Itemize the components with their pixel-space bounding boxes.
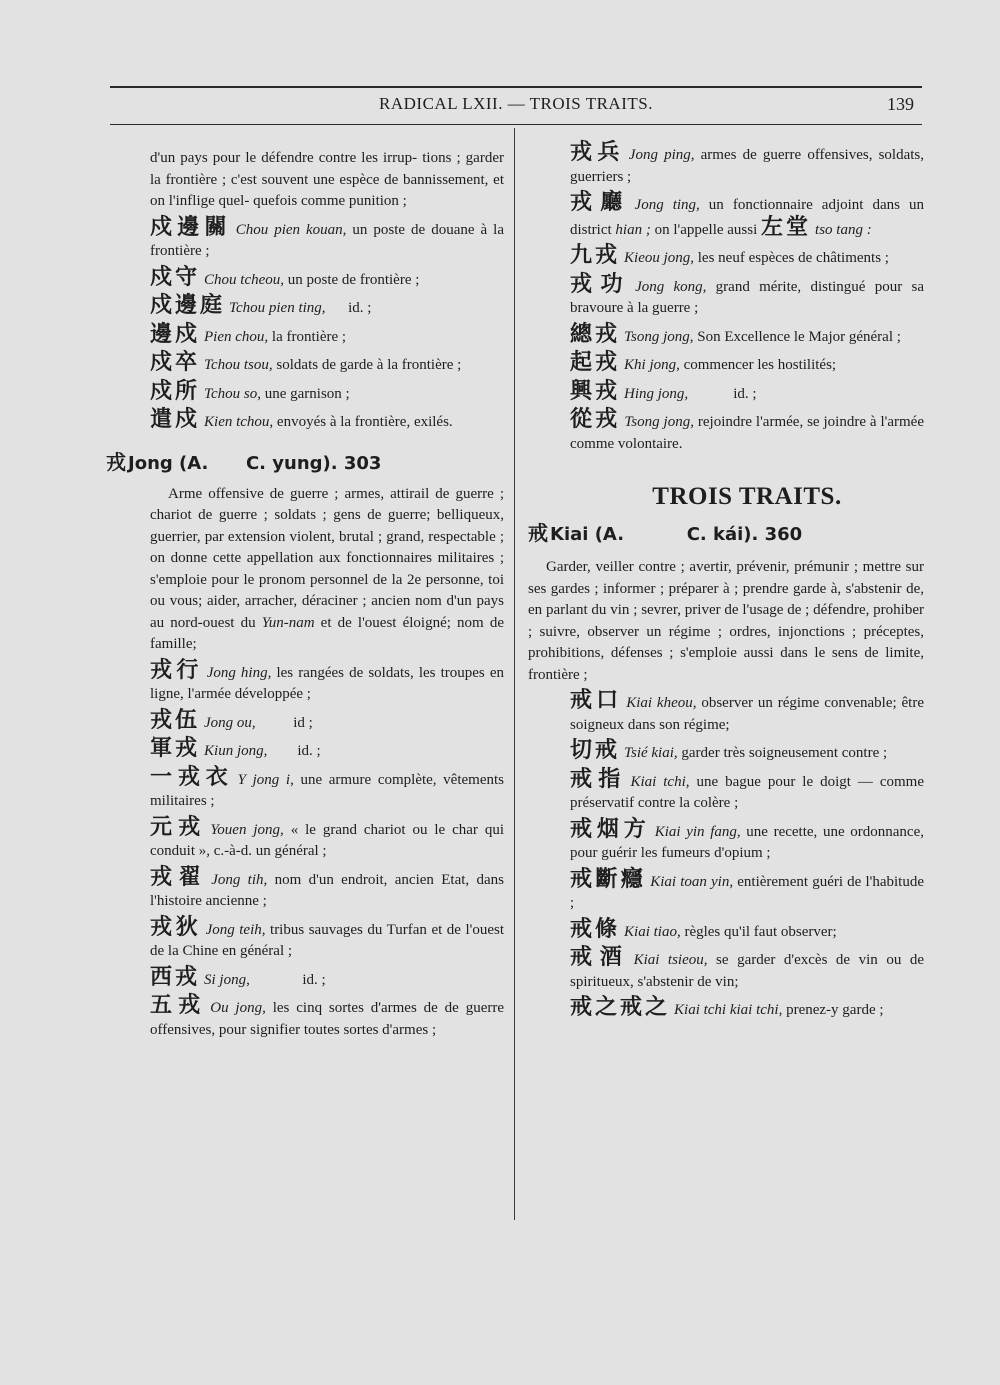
hanzi: 興戎 — [570, 378, 621, 404]
page-number: 139 — [887, 94, 914, 114]
dictionary-entry — [150, 964, 504, 992]
definition: Son Excellence le Major général ; — [693, 328, 901, 345]
intro-paragraph — [150, 148, 504, 213]
hanzi: 戍邊庭 — [150, 293, 226, 318]
dictionary-entry — [150, 409, 504, 434]
romanization: Tsong jong, — [624, 328, 694, 345]
romanization: Pien chou, — [204, 328, 269, 345]
place-name: Yun-nam — [261, 614, 315, 631]
dictionary-entry — [150, 378, 504, 406]
dictionary-entry — [150, 321, 504, 349]
romanization: Kiai kheou, — [626, 695, 697, 711]
intro-line: tions ; garder la frontière ; c'est souvent une — [150, 150, 504, 188]
dictionary-entry — [570, 740, 924, 765]
entry-list — [150, 214, 504, 434]
hanzi: 戒之戒之 — [570, 995, 671, 1020]
romanization: Kiai yin fang, — [654, 823, 741, 840]
dictionary-entry — [570, 997, 924, 1022]
romanization: Youen jong, — [210, 821, 284, 838]
romanization: Jong ping, — [628, 147, 695, 163]
hanzi: 戎廳 — [570, 190, 631, 215]
hanzi: 西戎 — [150, 964, 201, 990]
hanzi: 戒烟方 — [570, 816, 651, 842]
hanzi: 戒條 — [570, 916, 621, 942]
dictionary-entry — [570, 409, 924, 455]
dictionary-entry — [570, 321, 924, 349]
jong-definition — [150, 484, 504, 656]
definition: un fonctionnaire adjoint dans un district — [570, 197, 924, 238]
dictionary-entry — [150, 352, 504, 377]
romanization: Kiai tsieou, — [633, 952, 708, 968]
intro-line: d'un pays pour le défendre contre les irrup- — [150, 150, 418, 166]
romanization: Kiun jong, — [204, 743, 268, 759]
romanization: Jong teih, — [205, 921, 266, 938]
dictionary-entry — [150, 264, 504, 292]
romanization: Tchou so, — [204, 385, 261, 402]
dictionary-entry — [150, 657, 504, 706]
romanization: Jong kong, — [635, 278, 707, 295]
romanization: Jong ting, — [634, 197, 700, 213]
dictionary-entry — [150, 814, 504, 863]
definition: un poste de douane à la frontière ; — [150, 221, 504, 259]
romanization: Chou tcheou, — [204, 271, 285, 288]
dictionary-entry — [570, 816, 924, 865]
romanization: Jong hing, — [206, 664, 272, 681]
definition: une garnison ; — [260, 385, 350, 402]
column-divider — [514, 128, 515, 1220]
hanzi: 軍戎 — [150, 736, 201, 761]
hanzi: 從戎 — [570, 407, 621, 432]
definition: id ; — [255, 714, 313, 731]
definition: garder très soigneusement contre ; — [677, 745, 888, 761]
romanization: Tsié kiai, — [624, 745, 678, 761]
intro-line: espèce de bannissement, et on l'inflige quel- — [150, 171, 504, 209]
dictionary-entry — [570, 690, 924, 736]
definition: « le grand chariot ou le char qui conduit », c.-à-d. un général ; — [150, 821, 504, 859]
romanization: Chou pien kouan, — [235, 221, 347, 238]
romanization: Kiai tiao, — [624, 923, 681, 940]
romanization: Kieou jong, — [624, 250, 695, 266]
hanzi: 戒斷癮 — [570, 866, 647, 892]
intro-line: quefois comme punition ; — [253, 193, 407, 209]
section-title: TROIS TRAITS. — [652, 483, 842, 510]
entry-list — [570, 142, 924, 455]
romanization: Ou jong, — [210, 1000, 266, 1016]
hanzi: 元戎 — [150, 814, 207, 840]
definition: se garder d'excès de vin ou de spiritueux, s'abstenir de vin; — [570, 952, 924, 990]
dictionary-entry — [570, 378, 924, 406]
entry-list — [570, 690, 924, 1022]
romanization: Kiai toan yin, — [650, 873, 734, 890]
dictionary-entry — [570, 916, 924, 944]
definition: on l'appelle aussi — [650, 221, 762, 238]
dictionary-entry — [150, 864, 504, 913]
definition: soldats de garde à la frontière ; — [272, 357, 462, 373]
romanization: Tchou tsou, — [204, 357, 273, 373]
definition: nom d'un endroit, ancien Etat, dans l'histoire ancienne ; — [150, 871, 504, 909]
definition: rejoindre l'armée, se joindre à l'armée comme volontaire. — [570, 414, 924, 452]
hanzi: 戎伍 — [150, 707, 201, 733]
hanzi: 九戎 — [570, 243, 621, 268]
definition: envoyés à la frontière, exilés. — [273, 414, 453, 430]
romanization: Tsong jong, — [624, 414, 694, 430]
definition: règles qu'il faut observer; — [680, 923, 837, 940]
dictionary-entry — [570, 271, 924, 320]
romanization: Tchou pien ting, — [229, 300, 326, 316]
dictionary-entry — [150, 295, 504, 320]
definition: id. ; — [688, 385, 757, 402]
top-rule — [110, 86, 922, 88]
hanzi: 邊戍 — [150, 321, 201, 347]
definition: les cinq sortes d'armes de de guerre offensives, pour signifier toutes sortes d'armes ; — [150, 1000, 505, 1038]
romanization: Y jong i, — [237, 771, 294, 788]
headword-hanzi: 戎 — [106, 449, 126, 474]
romanization: Khi jong, — [624, 357, 680, 373]
dictionary-entry — [570, 766, 924, 815]
hanzi: 戍所 — [150, 378, 201, 404]
running-title: RADICAL LXII. — TROIS TRAITS. — [379, 94, 653, 113]
definition: les rangées de soldats, les troupes en ligne, l'armée développée ; — [150, 664, 504, 702]
header-rule — [110, 124, 922, 125]
romanization: tso tang : — [815, 221, 872, 238]
definition: une bague pour le doigt — comme préservatif contre la colère ; — [570, 773, 924, 811]
romanization: Kiai tchi, — [630, 773, 690, 790]
definition-text-end: et de l'ouest éloigné; nom de famille; — [150, 614, 505, 652]
definition: entièrement guéri de l'habitude ; — [570, 873, 924, 911]
romanization: hian ; — [615, 221, 651, 238]
hanzi: 戒口 — [570, 688, 623, 713]
page-header — [110, 92, 922, 122]
headword-text: Jong (A. C. yung). 303 — [128, 452, 382, 474]
right-column — [528, 140, 924, 1022]
definition: prenez-y garde ; — [782, 1002, 884, 1018]
left-column — [106, 148, 505, 1041]
definition: les neuf espèces de châtiments ; — [694, 250, 889, 266]
romanization: Jong ou, — [204, 714, 256, 731]
dictionary-entry — [570, 352, 924, 377]
headword-text: Kiai (A. C. kái). 360 — [550, 524, 803, 545]
romanization: Hing jong, — [624, 385, 689, 402]
definition: id. ; — [325, 300, 372, 316]
hanzi: 戒酒 — [570, 945, 630, 970]
headword-hanzi: 戒 — [528, 521, 548, 545]
headword-jong — [106, 448, 504, 478]
kiai-definition: Garder, veiller contre ; avertir, prévenir, prémunir ; mettre sur ses gardes ; informer ; préparer à ; prendre garde à, s'abstenir de, en parlant du vin ; sevrer, priver de l'usage de ; défendre, prohiber ; suivre, observer un régime ; ordres, injonctions ; préceptes, prohibitions, défenses ; s'emploie aussi dans le sens de limite, frontière ; — [528, 559, 924, 683]
romanization: Si jong, — [204, 971, 250, 988]
definition: la frontière ; — [268, 328, 347, 345]
hanzi: 戍邊關 — [150, 214, 232, 240]
hanzi: 起戎 — [570, 350, 621, 375]
hanzi: 戎翟 — [150, 864, 208, 890]
definition: un poste de frontière ; — [284, 271, 420, 288]
hanzi: 戎狄 — [150, 914, 202, 940]
dictionary-entry — [150, 738, 504, 763]
definition: observer un régime convenable; être soigneux dans son régime; — [570, 695, 924, 733]
definition: tribus sauvages du Turfan et de l'ouest de la Chine en général ; — [150, 921, 505, 959]
romanization: Kien tchou, — [204, 414, 274, 430]
dictionary-entry — [570, 192, 924, 241]
definition: une armure complète, vêtements militaires ; — [150, 771, 504, 809]
hanzi: 一戎衣 — [150, 764, 234, 790]
dictionary-entry — [150, 995, 504, 1041]
definition: id. ; — [267, 743, 321, 759]
hanzi: 戎功 — [570, 271, 632, 297]
definition: une recette, une ordonnance, pour guérir les fumeurs d'opium ; — [570, 823, 924, 861]
romanization: Jong tih, — [211, 871, 268, 888]
hanzi: 五戎 — [150, 993, 207, 1018]
entry-list — [150, 657, 505, 1042]
dictionary-entry — [570, 245, 924, 270]
dictionary-entry — [570, 947, 924, 993]
definition: grand mérite, distingué pour sa bravoure à la guerre ; — [570, 278, 924, 316]
definition-text: Arme offensive de guerre ; armes, attirail de guerre ; chariot de guerre ; soldats ; gens de guerre; belliqueux, guerrier, par extension violent, brutal ; grand, respectable ; on donne cette appellation aux fonctionnaires militaires ; s'emploie pour le pronom personnel de la 2e personne, toi ou vous; aider, arracher, déraciner ; ancien nom d'un pays au nord-ouest du — [150, 485, 504, 631]
romanization: Kiai tchi kiai tchi, — [674, 1002, 783, 1018]
dictionary-entry — [570, 142, 924, 188]
hanzi: 切戒 — [570, 738, 621, 763]
hanzi: 戍卒 — [150, 350, 201, 375]
dictionary-entry — [570, 866, 924, 915]
hanzi: 戒指 — [570, 766, 627, 792]
definition: id. ; — [249, 971, 326, 988]
hanzi: 戎行 — [150, 657, 203, 683]
dictionary-entry — [150, 764, 504, 813]
hanzi: 戎兵 — [570, 140, 625, 165]
hanzi: 遣戍 — [150, 407, 201, 432]
hanzi: 總戎 — [570, 321, 621, 347]
headword-kiai — [528, 519, 924, 549]
dictionary-entry — [150, 214, 504, 263]
dictionary-entry — [150, 707, 504, 735]
definition: armes de guerre offensives, soldats, guerriers ; — [570, 147, 924, 185]
hanzi: 左堂 — [761, 214, 812, 240]
definition: commencer les hostilités; — [679, 357, 837, 373]
dictionary-entry — [150, 914, 505, 963]
hanzi: 戍守 — [150, 264, 201, 290]
